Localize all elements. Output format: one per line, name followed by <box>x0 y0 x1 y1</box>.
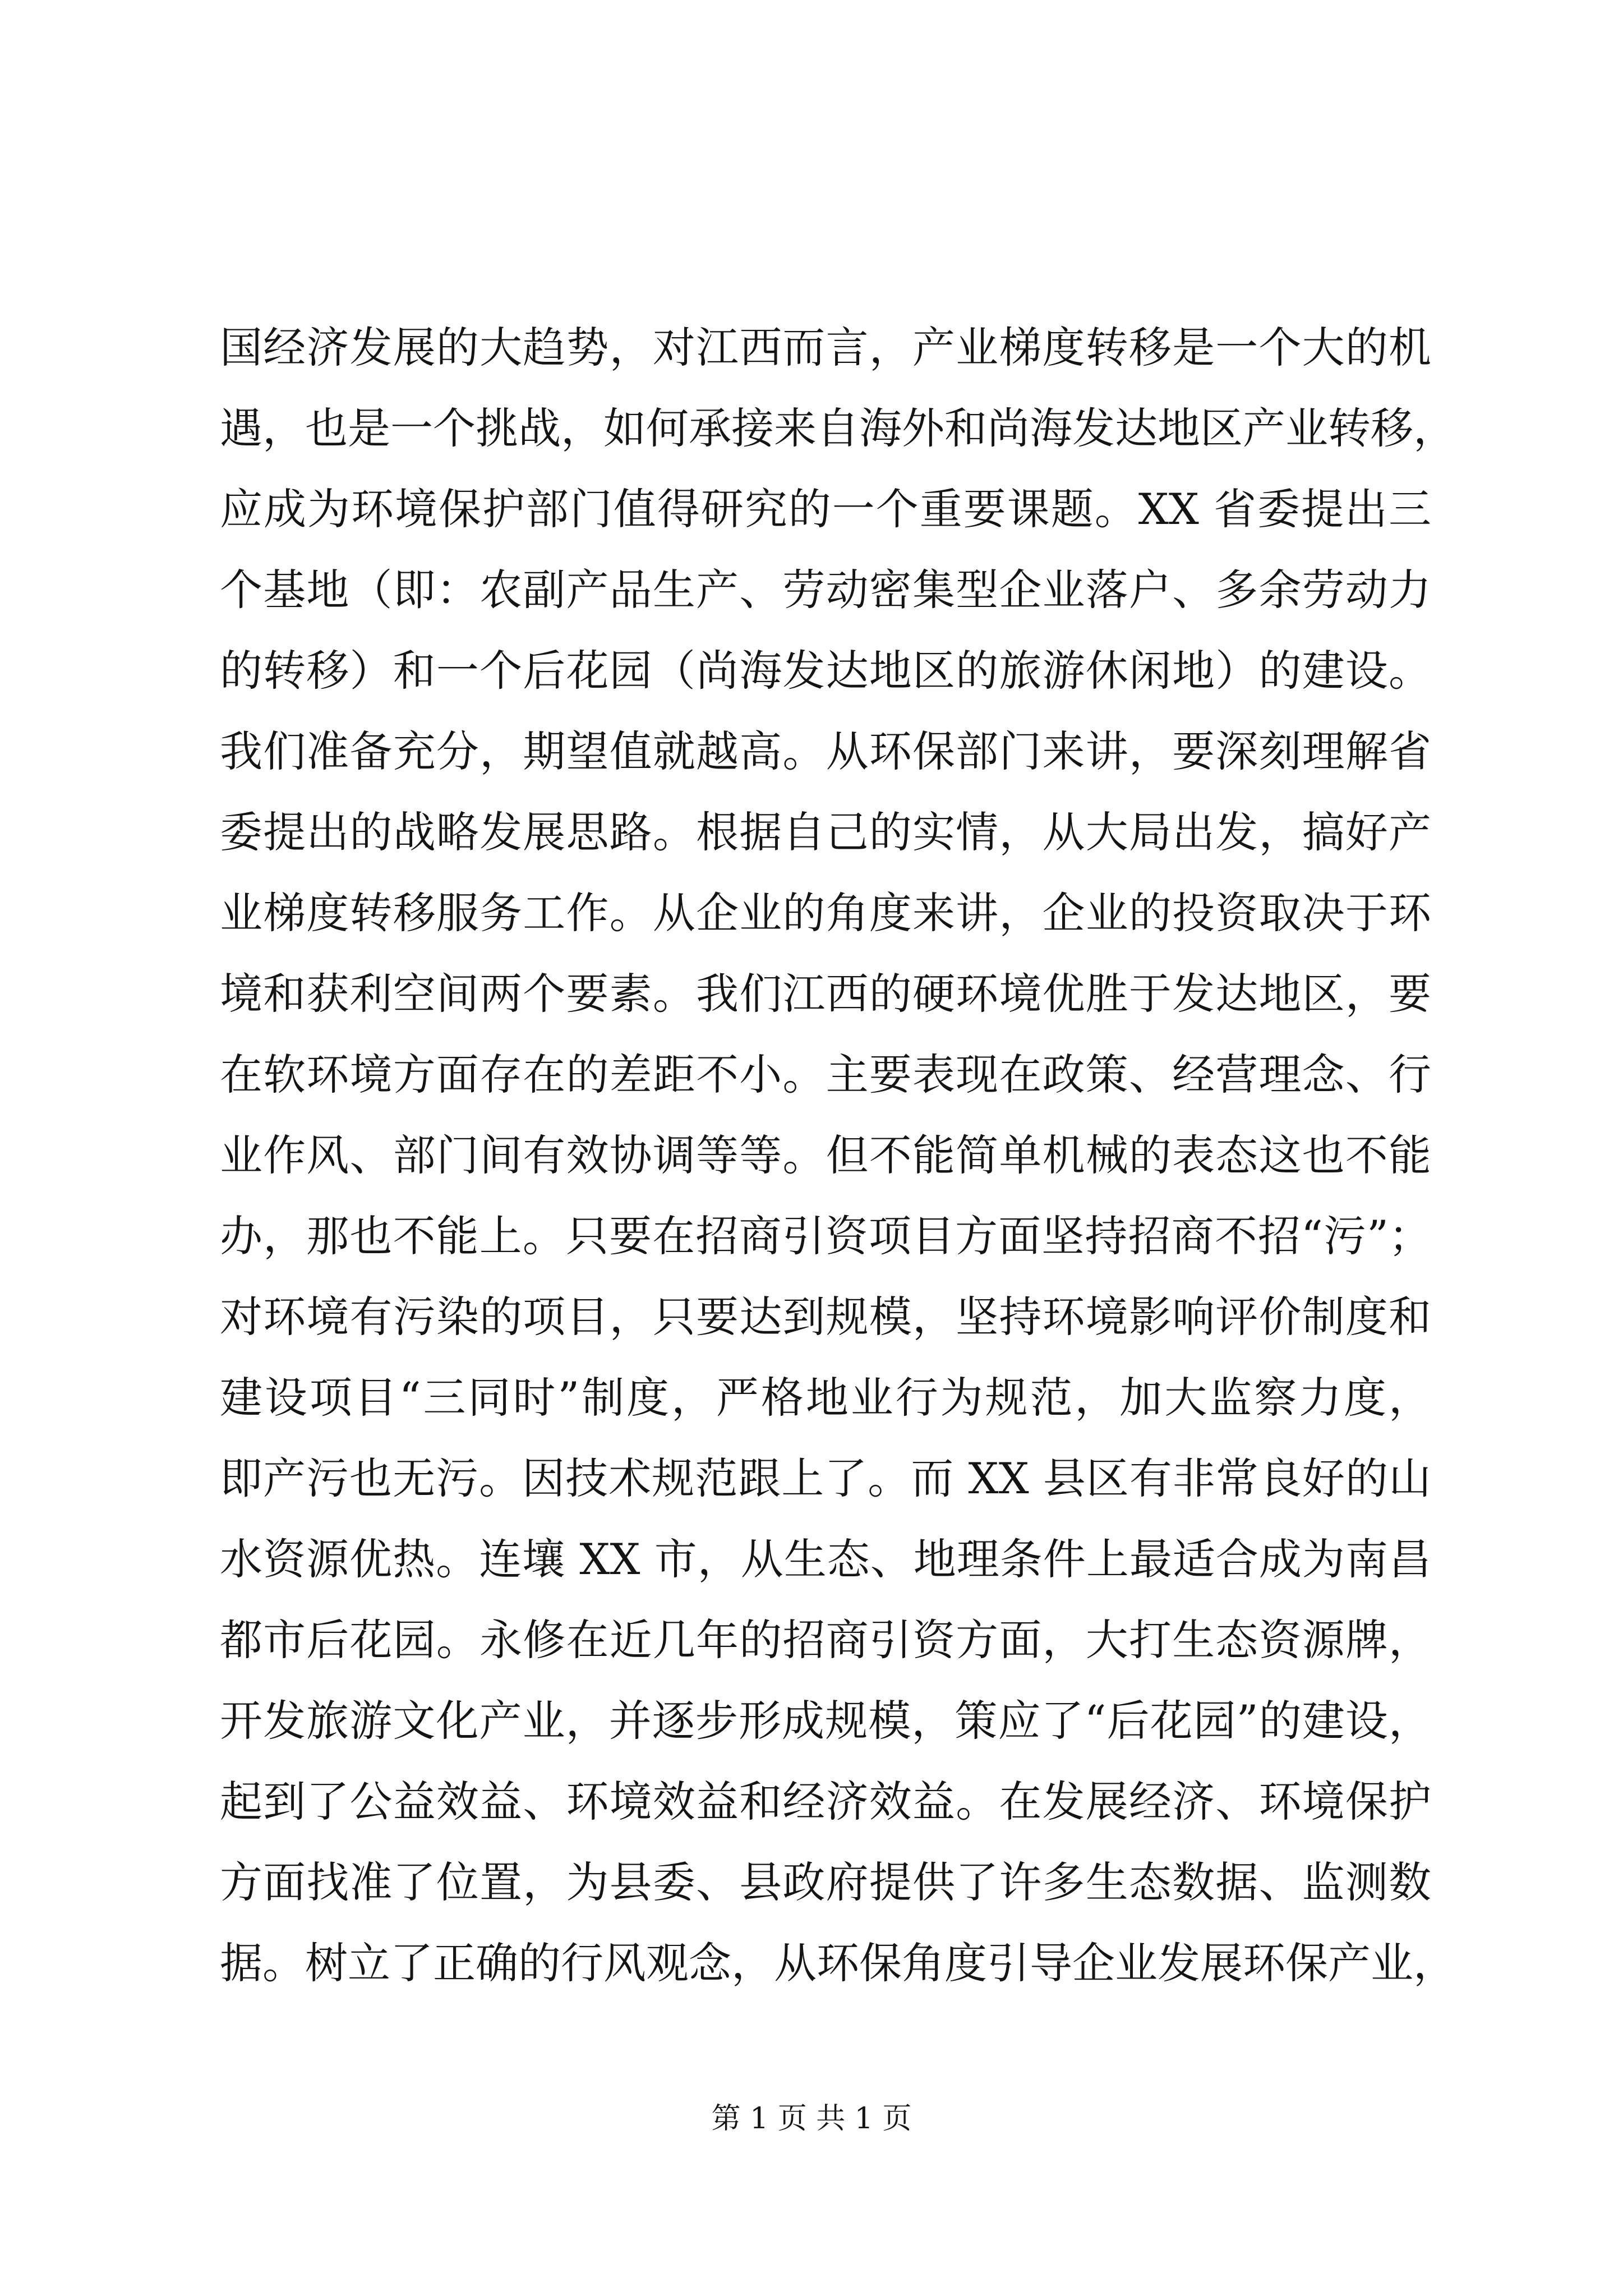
text-line: 业梯度转移服务工作。从企业的角度来讲，企业的投资取决于环 <box>220 888 1431 938</box>
text-line: 的转移）和一个后花园（尚海发达地区的旅游休闲地）的建设。 <box>220 646 1431 696</box>
text-line: 我们准备充分，期望值就越高。从环保部门来讲，要深刻理解省 <box>220 726 1431 776</box>
text-line: 遇，也是一个挑战，如何承接来自海外和尚海发达地区产业转移， <box>220 403 1456 453</box>
text-line: 个基地（即：农副产品生产、劳动密集型企业落户、多余劳动力 <box>220 565 1431 615</box>
text-line: 应成为环境保护部门值得研究的一个重要课题。XX 省委提出三 <box>220 484 1431 534</box>
text-line: 在软环境方面存在的差距不小。主要表现在政策、经营理念、行 <box>220 1050 1431 1099</box>
text-line: 水资源优热。连壤 XX 市，从生态、地理条件上最适合成为南昌 <box>220 1534 1431 1584</box>
text-line: 据。树立了正确的行风观念，从环保角度引导企业发展环保产业， <box>220 1938 1456 1988</box>
body-text <box>220 307 1456 2004</box>
text-line: 对环境有污染的项目，只要达到规模，坚持环境影响评价制度和 <box>220 1292 1431 1342</box>
text-line: 业作风、部门间有效协调等等。但不能简单机械的表态这也不能 <box>220 1130 1431 1180</box>
page-footer <box>0 2099 1623 2138</box>
text-line: 建设项目“三同时”制度，严格地业行为规范，加大监察力度， <box>220 1373 1431 1423</box>
text-line: 境和获利空间两个要素。我们江西的硬环境优胜于发达地区，要 <box>220 969 1431 1019</box>
text-line: 都市后花园。永修在近几年的招商引资方面，大打生态资源牌， <box>220 1615 1431 1665</box>
text-line: 委提出的战略发展思路。根据自己的实情，从大局出发，搞好产 <box>220 807 1431 857</box>
text-line: 方面找准了位置，为县委、县政府提供了许多生态数据、监测数 <box>220 1857 1431 1907</box>
text-line: 国经济发展的大趋势，对江西而言，产业梯度转移是一个大的机 <box>220 323 1431 372</box>
text-line: 开发旅游文化产业，并逐步形成规模，策应了“后花园”的建设， <box>220 1696 1431 1746</box>
text-line: 办，那也不能上。只要在招商引资项目方面坚持招商不招“污”； <box>220 1211 1431 1261</box>
text-line: 起到了公益效益、环境效益和经济效益。在发展经济、环境保护 <box>220 1777 1431 1826</box>
text-line: 即产污也无污。因技术规范跟上了。而 XX 县区有非常良好的山 <box>220 1453 1431 1503</box>
page-number-label: 第 1 页 共 1 页 <box>711 2102 912 2136</box>
